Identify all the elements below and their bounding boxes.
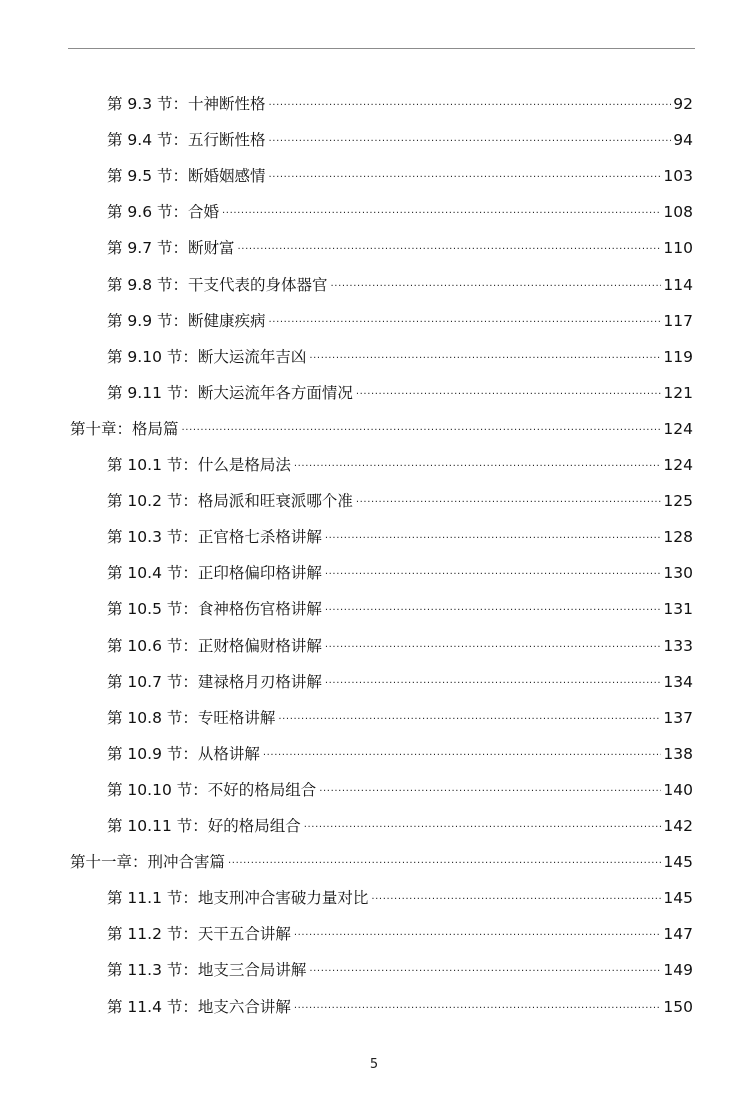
toc-section-entry[interactable] [107, 375, 693, 411]
toc-section-entry[interactable] [107, 916, 693, 952]
toc-entry-page-number: 134 [663, 672, 693, 691]
toc-dot-leader [269, 130, 672, 150]
toc-section-entry[interactable] [107, 230, 693, 266]
toc-section-entry[interactable] [107, 447, 693, 483]
toc-section-entry[interactable] [107, 772, 693, 808]
toc-dot-leader [325, 527, 662, 547]
toc-dot-leader [263, 744, 662, 764]
toc-section-entry[interactable] [107, 86, 693, 122]
toc-entry-page-number: 119 [663, 347, 693, 366]
toc-section-entry[interactable] [107, 267, 693, 303]
toc-dot-leader [269, 311, 662, 331]
toc-entry-title: 第十章：格局篇 [70, 419, 179, 438]
toc-entry-page-number: 130 [663, 564, 693, 583]
toc-dot-leader [325, 636, 662, 656]
toc-chapter-entry[interactable] [70, 411, 693, 447]
toc-section-entry[interactable] [107, 303, 693, 339]
toc-dot-leader [356, 383, 662, 403]
toc-section-entry[interactable] [107, 519, 693, 555]
toc-section-entry[interactable] [107, 158, 693, 194]
toc-entry-title: 第 10.4 节：正印格偏印格讲解 [107, 564, 322, 583]
toc-entry-title: 第 10.5 节：食神格伤官格讲解 [107, 600, 322, 619]
toc-entry-page-number: 121 [663, 383, 693, 402]
toc-section-entry[interactable] [107, 736, 693, 772]
toc-chapter-entry[interactable] [70, 844, 693, 880]
toc-entry-page-number: 94 [673, 131, 693, 150]
toc-entry-page-number: 128 [663, 528, 693, 547]
toc-entry-title: 第 9.4 节：五行断性格 [107, 131, 266, 150]
toc-entry-page-number: 92 [673, 95, 693, 113]
toc-dot-leader [278, 708, 661, 728]
toc-section-entry[interactable] [107, 194, 693, 230]
toc-entry-title: 第 11.4 节：地支六合讲解 [107, 997, 291, 1016]
toc-section-entry[interactable] [107, 628, 693, 664]
toc-entry-page-number: 150 [663, 997, 693, 1016]
toc-section-entry[interactable] [107, 808, 693, 844]
toc-section-entry[interactable] [107, 555, 693, 591]
toc-dot-leader [325, 599, 662, 619]
toc-entry-title: 第 11.2 节：天干五合讲解 [107, 925, 291, 944]
toc-dot-leader [309, 347, 661, 367]
toc-entry-page-number: 147 [663, 925, 693, 944]
toc-dot-leader [294, 924, 662, 944]
toc-entry-title: 第 10.8 节：专旺格讲解 [107, 708, 276, 727]
toc-entry-page-number: 117 [663, 311, 693, 330]
toc-dot-leader [294, 997, 662, 1017]
toc-entry-title: 第十一章：刑冲合害篇 [70, 853, 226, 872]
header-rule [68, 48, 695, 49]
toc-entry-title: 第 9.8 节：干支代表的身体器官 [107, 275, 328, 294]
toc-entry-title: 第 9.9 节：断健康疾病 [107, 311, 266, 330]
toc-entry-page-number: 124 [663, 419, 693, 438]
toc-section-entry[interactable] [107, 952, 693, 988]
toc-entry-title: 第 11.1 节：地支刑冲合害破力量对比 [107, 889, 369, 908]
toc-entry-title: 第 9.7 节：断财富 [107, 239, 235, 258]
toc-dot-leader [325, 563, 662, 583]
toc-dot-leader [319, 780, 661, 800]
toc-section-entry[interactable] [107, 591, 693, 627]
toc-entry-page-number: 103 [663, 167, 693, 186]
toc-entry-title: 第 10.9 节：从格讲解 [107, 744, 260, 763]
toc-entry-page-number: 140 [663, 780, 693, 799]
toc-entry-page-number: 125 [663, 492, 693, 511]
toc-entry-page-number: 114 [663, 275, 693, 294]
toc-entry-title: 第 10.10 节：不好的格局组合 [107, 780, 317, 799]
toc-section-entry[interactable] [107, 880, 693, 916]
toc-entry-page-number: 124 [663, 456, 693, 474]
toc-dot-leader [294, 455, 662, 475]
toc-entry-title: 第 10.3 节：正官格七杀格讲解 [107, 528, 322, 547]
toc-entry-page-number: 108 [663, 203, 693, 222]
toc-entry-title: 第 9.3 节：十神断性格 [107, 95, 266, 113]
toc-dot-leader [304, 816, 662, 836]
toc-dot-leader [222, 202, 661, 222]
toc-entry-title: 第 10.11 节：好的格局组合 [107, 817, 301, 835]
toc-dot-leader [356, 491, 662, 511]
toc-dot-leader [238, 238, 662, 258]
toc-entry-page-number: 133 [663, 636, 693, 655]
toc-entry-title: 第 10.7 节：建禄格月刃格讲解 [107, 672, 322, 691]
toc-entry-page-number: 145 [663, 889, 693, 908]
toc-entry-page-number: 131 [663, 600, 693, 619]
toc-entry-title: 第 10.2 节：格局派和旺衰派哪个准 [107, 492, 353, 511]
toc-dot-leader [325, 672, 662, 692]
toc-dot-leader [269, 166, 662, 186]
toc-dot-leader [269, 94, 672, 114]
toc-section-entry[interactable] [107, 700, 693, 736]
toc-entry-title: 第 9.10 节：断大运流年吉凶 [107, 347, 307, 366]
toc-entry-page-number: 142 [663, 817, 693, 835]
toc-dot-leader [371, 888, 661, 908]
toc-entry-page-number: 110 [663, 239, 693, 258]
toc-entry-title: 第 10.6 节：正财格偏财格讲解 [107, 636, 322, 655]
toc-section-entry[interactable] [107, 122, 693, 158]
toc-entry-page-number: 137 [663, 708, 693, 727]
toc-entry-title: 第 11.3 节：地支三合局讲解 [107, 961, 307, 980]
toc-section-entry[interactable] [107, 989, 693, 1025]
toc-dot-leader [228, 852, 661, 872]
toc-entry-title: 第 9.11 节：断大运流年各方面情况 [107, 383, 353, 402]
toc-entry-title: 第 9.5 节：断婚姻感情 [107, 167, 266, 186]
toc-section-entry[interactable] [107, 339, 693, 375]
toc-entry-title: 第 9.6 节：合婚 [107, 203, 220, 222]
toc-entry-page-number: 149 [663, 961, 693, 980]
toc-section-entry[interactable] [107, 664, 693, 700]
toc-section-entry[interactable] [107, 483, 693, 519]
page-number: 5 [369, 1057, 379, 1072]
toc-entry-title: 第 10.1 节：什么是格局法 [107, 456, 291, 474]
toc-dot-leader [331, 275, 662, 295]
toc-entry-page-number: 138 [663, 744, 693, 763]
toc-dot-leader [182, 419, 662, 439]
toc-entry-page-number: 145 [663, 853, 693, 872]
toc-dot-leader [309, 960, 661, 980]
